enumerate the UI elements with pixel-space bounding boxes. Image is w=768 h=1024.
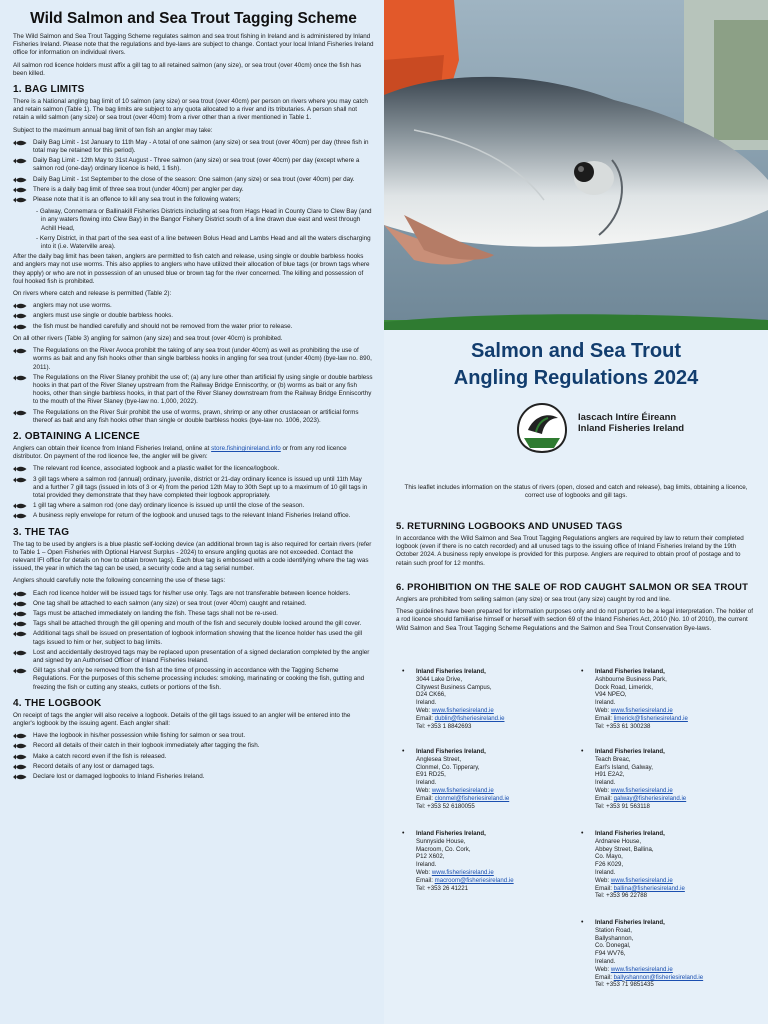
office-web-link[interactable]: www.fisheriesireland.ie — [431, 706, 494, 714]
salmon-bullet-icon — [13, 668, 27, 674]
section-5-heading: 5. RETURNING LOGBOOKS AND UNUSED TAGS — [396, 521, 623, 532]
salmon-bullet-icon — [13, 774, 27, 780]
salmon-bullet-icon — [13, 187, 27, 193]
salmon-bullet-icon — [13, 764, 27, 770]
bag-limit-list — [13, 139, 374, 204]
section-1-paragraph-3: After the daily bag limit has been taken, anglers are permitted to fish catch and release, using single or double barbless hooks and anglers may not use worms. This also applies to anglers who have utilized their allocation of blue tags (or brown tags where they apply) or who are not in possession of an unused blue or brown tag for the river concerned. The killing and possession of foul hooked fish is prohibited. — [13, 253, 370, 285]
office-web-link[interactable]: www.fisheriesireland.ie — [431, 786, 494, 794]
bullet-icon: • — [402, 668, 405, 675]
office-email-link[interactable]: macroom@fisheriesireland.ie — [434, 876, 514, 884]
salmon-bullet-icon — [13, 631, 27, 637]
section-1-paragraph-1: There is a National angling bag limit of 10 salmon (any size) or sea trout (over 40cm) per person on rivers where you may catch and retain salmon (Table 1). The bag limits are subject to any quota allocated to a river and its tributaries. A person shall not retain a wild salmon (any size) or sea trout (over 40cm) from a river other than a river mentioned in Table 1. — [13, 98, 368, 122]
section-4-heading: 4. THE LOGBOOK — [13, 697, 102, 709]
salmon-bullet-shape — [13, 621, 27, 627]
salmon-bullet-shape — [13, 140, 27, 146]
salmon-bullet-shape — [13, 177, 27, 183]
list-item: A business reply envelope for return of the logbook and unused tags to the relevant Inland Fisheries Ireland office. — [13, 512, 374, 520]
list-item: Declare lost or damaged logbooks to Inland Fisheries Ireland. — [13, 773, 374, 781]
salmon-hero-photo — [384, 0, 768, 330]
office-ballina: • Inland Fisheries Ireland, Ardnaree House, Abbey Street, Ballina, Co. Mayo, F26 K029, Ireland. Web: www.fisheriesireland.ie Email: ballina@fisheriesireland.ie Tel: +353 96 22788 — [581, 830, 685, 900]
office-web-link[interactable]: www.fisheriesireland.ie — [610, 706, 673, 714]
list-item: Additional tags shall be issued on presentation of logbook information showing that the licence holder has used the gill tags issued to him or her, subject to bag limits. — [13, 630, 374, 646]
right-column — [384, 0, 768, 1024]
office-web-link[interactable]: www.fisheriesireland.ie — [610, 965, 673, 973]
salmon-bullet-shape — [13, 187, 27, 193]
list-item: Record details of any lost or damaged tags. — [13, 763, 374, 771]
salmon-bullet-icon — [13, 513, 27, 519]
bullet-icon: • — [581, 748, 584, 755]
salmon-bullet-icon — [13, 375, 27, 381]
section-6-paragraph-1: Anglers are prohibited from selling salmon (any size) or sea trout (any size) caught by rod and line. — [396, 596, 671, 603]
salmon-bullet-shape — [13, 754, 27, 760]
page-title: Wild Salmon and Sea Trout Tagging Scheme — [30, 10, 357, 27]
river-regulations-list — [13, 347, 374, 425]
bullet-icon: • — [402, 830, 405, 837]
list-item: The Regulations on the River Slaney prohibit the use of; (a) any lure other than artificial fly using single or double barbless hooks in that part of the River Slaney upstream from the Railway Bridge Enniscorthy, or (b) worms as bait or any fish hooks, other than single barbless hooks, in that part of the River Slaney downstream from the Railway Bridge Enniscorthy to the mouth of the River Slaney (bye-law no. 1,000, 2022). — [13, 374, 374, 407]
salmon-bullet-shape — [13, 591, 27, 597]
tag-rules-list — [13, 590, 374, 692]
bullet-icon: • — [581, 668, 584, 675]
salmon-bullet-shape — [13, 764, 27, 770]
section-1-paragraph-5: On all other rivers (Table 3) angling for salmon (any size) and sea trout (over 40cm) is prohibited. — [13, 334, 283, 342]
section-5-paragraph-1: In accordance with the Wild Salmon and Sea Trout Tagging Regulations anglers are required by law to return their completed logbook (even if there is no catch recorded) and all unused tags to the issuing office of Inland Fisheries Ireland by the 19th October 2024. A business reply envelope is provided for this purpose. Anglers are required to obtain proof of postage and to retain such proof for 12 months. — [396, 535, 744, 567]
logo-irish-name: Iascach Intíre Éireann — [578, 412, 677, 423]
waters-item-galway: - Galway, Connemara or Ballinakill Fisheries Districts including at sea from Hags Head in County Clare to Clew Bay (and in any waters flowing into Clew Bay) in the Bangor Fishery District south of a line drawn due east and west through Achill Head, — [36, 208, 372, 232]
office-email-link[interactable]: ballina@fisheriesireland.ie — [613, 884, 685, 892]
list-item: Please note that it is an offence to kill any sea trout in the following waters; — [13, 196, 374, 204]
salmon-bullet-shape — [13, 774, 27, 780]
list-item: Daily Bag Limit - 1st January to 11th May - A total of one salmon (any size) or sea trout (over 40cm) per day (three fish in total may be retained for this period). — [13, 139, 374, 155]
office-web-link[interactable]: www.fisheriesireland.ie — [610, 876, 673, 884]
salmon-bullet-shape — [13, 313, 27, 319]
list-item: Daily Bag Limit - 1st September to the close of the season: One salmon (any size) or sea trout (over 40cm) per day. — [13, 176, 374, 184]
salmon-bullet-icon — [13, 466, 27, 472]
salmon-bullet-shape — [13, 631, 27, 637]
salmon-bullet-icon — [13, 348, 27, 354]
list-item: Daily Bag Limit - 12th May to 31st August - Three salmon (any size) or sea trout (over 40cm) per day (except where a salmon rod (one-day) ordinary licence is held, 1 fish). — [13, 157, 374, 173]
catch-release-list — [13, 302, 374, 331]
salmon-bullet-icon — [13, 410, 27, 416]
salmon-bullet-shape — [13, 375, 27, 381]
salmon-bullet-shape — [13, 733, 27, 739]
bullet-icon: • — [581, 919, 584, 926]
section-6 — [396, 582, 756, 637]
list-item: One tag shall be attached to each salmon (any size) or sea trout (over 40cm) caught and retained. — [13, 600, 374, 608]
salmon-bullet-icon — [13, 313, 27, 319]
section-3-paragraph-2: Anglers should carefully note the following concerning the use of these tags: — [13, 577, 226, 585]
salmon-bullet-shape — [13, 601, 27, 607]
list-item: 1 gill tag where a salmon rod (one day) ordinary licence is issued up until the close of the season. — [13, 502, 374, 510]
salmon-bullet-icon — [13, 140, 27, 146]
salmon-bullet-shape — [13, 503, 27, 509]
salmon-bullet-shape — [13, 324, 27, 330]
office-dublin: • Inland Fisheries Ireland, 3044 Lake Drive, Citywest Business Campus, D24 CK66, Ireland. Web: www.fisheriesireland.ie Email: dublin@fisheriesireland.ie Tel: +353 1 8842693 — [402, 668, 505, 730]
list-item: Gill tags shall only be removed from the fish at the time of processing in accordance with the Tagging Scheme Regulations. For the purposes of this scheme processing includes: smoking, marinating or cooking the fish, gutting and freezing the fish or cutting any steaks, cutlets or portions of the fish. — [13, 667, 374, 692]
salmon-bullet-shape — [13, 197, 27, 203]
section-4-paragraph-1: On receipt of tags the angler will also receive a logbook. Details of the gill tags issued to an angler will be entered into the angler's logbook by the issuing agent. Each angler shall: — [13, 711, 351, 727]
salmon-bullet-icon — [13, 177, 27, 183]
office-clonmel: • Inland Fisheries Ireland, Anglesea Street, Clonmel, Co. Tipperary, E91 RD25, Ireland. Web: www.fisheriesireland.ie Email: clonmel@fisheriesireland.ie Tel: +353 52 6180055 — [402, 748, 510, 810]
office-galway: • Inland Fisheries Ireland, Teach Breac, Earl's Island, Galway, H91 E2A2, Ireland. Web: www.fisheriesireland.ie Email: galway@fisheriesireland.ie Tel: +353 91 563118 — [581, 748, 687, 810]
bullet-icon: • — [581, 830, 584, 837]
logo-english-name: Inland Fisheries Ireland — [578, 423, 685, 434]
section-1-paragraph-4: On rivers where catch and release is permitted (Table 2): — [13, 290, 172, 298]
salmon-bullet-icon — [13, 197, 27, 203]
list-item: There is a daily bag limit of three sea trout (under 40cm) per angler per day. — [13, 186, 374, 194]
section-2-paragraph-1: Anglers can obtain their licence from Inland Fisheries Ireland, online at store.fishinginireland.info or from any rod licence distributor. On payment of the rod licence fee, the angler will be given: — [13, 444, 347, 461]
waters-item-kerry: - Kerry District, in that part of the sea east of a line between Bolus Head and Lambs Head and all the waters discharging into it (i.e. Waterville area). — [36, 234, 371, 251]
list-item: anglers must use single or double barbless hooks. — [13, 312, 374, 320]
salmon-bullet-shape — [13, 348, 27, 354]
salmon-bullet-shape — [13, 303, 27, 309]
list-item: Tags shall be attached through the gill opening and mouth of the fish and securely double locked around the gill cover. — [13, 620, 374, 628]
cover-title-line-2: Angling Regulations 2024 — [453, 367, 699, 389]
section-2-heading: 2. OBTAINING A LICENCE — [13, 430, 140, 442]
office-web-link[interactable]: www.fisheriesireland.ie — [610, 786, 673, 794]
list-item: The Regulations on the River Avoca prohibit the taking of any sea trout (under 40cm) as well as prohibiting the use of worms as bait and any fish hooks other than single barbless hooks in angling for sea trout (under 40cm) (bye-law no. 890, 2011). — [13, 347, 374, 372]
section-6-paragraph-2: These guidelines have been prepared for information purposes only and do not purport to be a legal interpretation. The holder of a rod licence should familiarise himself or herself with section 69 of the Inland Fisheries Act, 2010 (No. 10 of 2010), the current Wild Salmon and Sea Trout Tagging Scheme Regulations and the Salmon and Sea Trout Conservation Bye-laws. — [396, 608, 753, 632]
salmon-bullet-shape — [13, 743, 27, 749]
list-item: Lost and accidentally destroyed tags may be replaced upon presentation of a signed declaration completed by the angler and signed by an Authorised Officer of Inland Fisheries Ireland. — [13, 649, 374, 665]
office-web-link[interactable]: www.fisheriesireland.ie — [431, 868, 494, 876]
salmon-bullet-icon — [13, 743, 27, 749]
list-item: Make a catch record even if the fish is released. — [13, 753, 374, 761]
cover-title — [384, 338, 768, 392]
section-1-heading: 1. BAG LIMITS — [13, 84, 85, 96]
list-item: 3 gill tags where a salmon rod (annual) ordinary, juvenile, district or 21-day ordinary licence is issued up until 11th May and a further 7 gill tags (issued in lots of 3 or 4) from the period 12th May to 30th Sept up to a maximum of 10 gill tags in total provided they demonstrate that they have completed their logbook appropriately. — [13, 476, 374, 501]
list-item: The relevant rod licence, associated logbook and a plastic wallet for the licence/logbook. — [13, 465, 374, 473]
office-email-link[interactable]: clonmel@fisheriesireland.ie — [434, 794, 510, 802]
list-item: Have the logbook in his/her possession while fishing for salmon or sea trout. — [13, 732, 374, 740]
intro-paragraph-2: All salmon rod licence holders must affix a gill tag to all retained salmon (any size), or sea trout (over 40cm) once the fish has been killed. — [13, 61, 362, 77]
salmon-bullet-shape — [13, 668, 27, 674]
section-1-paragraph-2: Subject to the maximum annual bag limit of ten fish an angler may take: — [13, 126, 213, 134]
office-macroom: • Inland Fisheries Ireland, Sunnyside House, Macroom, Co. Cork, P12 X602, Ireland. Web: www.fisheriesireland.ie Email: macroom@fisheriesireland.ie Tel: +353 26 41221 — [402, 830, 514, 892]
ifi-fish-logo-icon — [514, 402, 570, 454]
list-item: Record all details of their catch in their logbook immediately after tagging the fish. — [13, 742, 374, 750]
office-email-link[interactable]: dublin@fisheriesireland.ie — [434, 714, 505, 722]
list-item: Tags must be attached immediately on landing the fish. These tags shall not be re-used. — [13, 610, 374, 618]
section-6-heading: 6. PROHIBITION ON THE SALE OF ROD CAUGHT SALMON OR SEA TROUT — [396, 582, 749, 593]
list-item: The Regulations on the River Suir prohibit the use of worms, prawn, shrimp or any other crustacean or artificial forms thereof as bait and any fish hooks other than single or double barbless hooks (bye-law no. 1006, 2023). — [13, 409, 374, 425]
salmon-bullet-icon — [13, 158, 27, 164]
salmon-bullet-icon — [13, 754, 27, 760]
list-item: anglers may not use worms. — [13, 302, 374, 310]
salmon-bullet-icon — [13, 477, 27, 483]
salmon-bullet-icon — [13, 503, 27, 509]
section-3-paragraph-1: The tag to be used by anglers is a blue plastic self-locking device (an additional brown tag is also required for certain rivers (refer to Table 1 – Open Fisheries with Optional Harvest Surplus - 2024) to ensure angling quotas are not exceeded. Contact the relevant IFI office for details on how to obtain brown tags). Each blue tag is embossed with a code identifying where the tag was issued, the year in which the tag can be used, a security code and a tag serial number. — [13, 540, 372, 573]
salmon-bullet-icon — [13, 303, 27, 309]
logbook-rules-list — [13, 732, 374, 781]
section-5 — [396, 521, 756, 572]
leaflet-intro: This leaflet includes information on the status of rivers (open, closed and catch and release), bag limits, obtaining a licence, correct use of logbooks and gill tags. — [404, 484, 748, 500]
section-3-heading: 3. THE TAG — [13, 526, 70, 538]
office-limerick: • Inland Fisheries Ireland, Ashbourne Business Park, Dock Road, Limerick, V94 NPEO, Ireland. Web: www.fisheriesireland.ie Email: limerick@fisheriesireland.ie Tel: +353 61 300238 — [581, 668, 688, 730]
office-ballyshannon: • Inland Fisheries Ireland, Station Road, Ballyshannon, Co. Donegal, F94 WV76, Ireland. Web: www.fisheriesireland.ie Email: ballyshannon@fisheriesireland.ie Tel: +353 71 9851435 — [581, 919, 704, 989]
salmon-bullet-shape — [13, 611, 27, 617]
bullet-icon: • — [402, 748, 405, 755]
licence-items-list — [13, 465, 374, 520]
list-item: the fish must be handled carefully and should not be removed from the water prior to release. — [13, 323, 374, 331]
salmon-bullet-icon — [13, 650, 27, 656]
salmon-bullet-shape — [13, 513, 27, 519]
salmon-bullet-shape — [13, 158, 27, 164]
salmon-bullet-shape — [13, 650, 27, 656]
salmon-bullet-icon — [13, 601, 27, 607]
salmon-bullet-icon — [13, 591, 27, 597]
salmon-bullet-shape — [13, 477, 27, 483]
licence-store-link[interactable]: store.fishinginireland.info — [211, 444, 281, 452]
salmon-bullet-shape — [13, 466, 27, 472]
salmon-bullet-icon — [13, 621, 27, 627]
salmon-bullet-icon — [13, 733, 27, 739]
salmon-bullet-shape — [13, 410, 27, 416]
office-email-link[interactable]: ballyshannon@fisheriesireland.ie — [613, 973, 704, 981]
list-item: Each rod licence holder will be issued tags for his/her use only. Tags are not transferable between licence holders. — [13, 590, 374, 598]
salmon-bullet-icon — [13, 324, 27, 330]
ifi-logo — [514, 402, 734, 454]
salmon-bullet-icon — [13, 611, 27, 617]
office-email-link[interactable]: limerick@fisheriesireland.ie — [613, 714, 688, 722]
office-email-link[interactable]: galway@fisheriesireland.ie — [613, 794, 687, 802]
intro-paragraph-1: The Wild Salmon and Sea Trout Tagging Scheme regulates salmon and sea trout fishing in Ireland and is administered by Inland Fisheries Ireland. Please note that the regulations and bye-laws are subject to change. Contact your local Inland Fisheries Ireland office for information on individual rivers. — [13, 33, 374, 57]
cover-title-line-1: Salmon and Sea Trout — [470, 340, 682, 362]
